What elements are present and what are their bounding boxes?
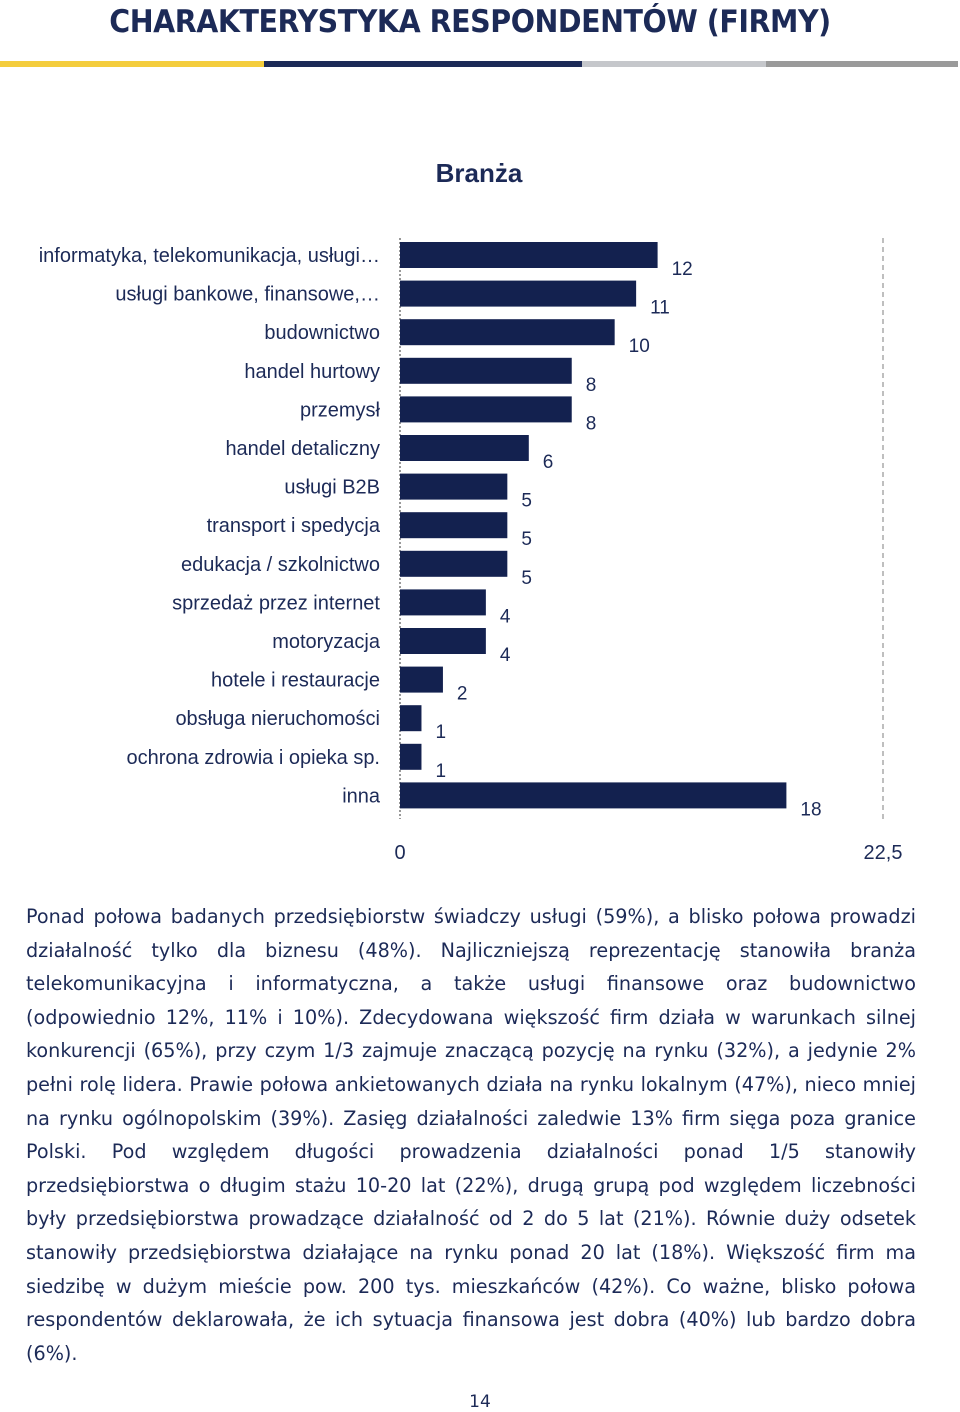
bar [400, 744, 421, 770]
chart-title: Branża [435, 158, 523, 188]
x-tick-label: 22,5 [863, 842, 903, 864]
bar [400, 782, 786, 808]
category-label: ochrona zdrowia i opieka sp. [126, 746, 380, 769]
category-label: sprzedaż przez internet [172, 592, 380, 615]
bar [400, 667, 443, 693]
data-label: 10 [628, 336, 650, 358]
bar [400, 512, 507, 538]
header-rule-dark-gray [766, 61, 958, 67]
bar [400, 319, 615, 345]
category-label: budownictwo [264, 322, 380, 345]
header-rule-navy [264, 61, 582, 67]
category-label: hotele i restauracje [211, 669, 380, 692]
bar [400, 474, 507, 500]
data-label: 5 [521, 529, 532, 551]
data-label: 1 [435, 722, 447, 744]
bar [400, 358, 572, 384]
category-label: przemysł [299, 399, 380, 422]
category-label: informatyka, telekomunikacja, usługi… [38, 245, 380, 267]
industry-bar-chart [0, 140, 960, 880]
bar [400, 242, 658, 268]
bar [400, 589, 486, 615]
category-label: edukacja / szkolnictwo [181, 553, 380, 576]
bar [400, 435, 529, 461]
data-label: 12 [671, 259, 693, 280]
bar [400, 551, 507, 577]
data-label: 1 [435, 760, 447, 782]
category-label: motoryzacja [272, 631, 380, 653]
category-label: usługi B2B [284, 476, 380, 499]
bar [400, 628, 486, 654]
category-label: usługi bankowe, finansowe,… [115, 283, 380, 306]
data-label: 5 [521, 567, 532, 589]
data-label: 5 [521, 490, 532, 512]
data-label: 11 [650, 297, 670, 319]
data-label: 8 [585, 374, 597, 396]
bar [400, 396, 572, 422]
category-label: transport i spedycja [206, 515, 380, 538]
data-label: 2 [456, 683, 468, 705]
data-label: 4 [499, 606, 511, 628]
header-rule-light-gray [582, 61, 766, 67]
bar [400, 281, 636, 307]
data-label: 4 [499, 645, 511, 666]
page-title: CHARAKTERYSTYKA RESPONDENTÓW (FIRMY) [109, 4, 831, 40]
category-label: handel detaliczny [225, 438, 380, 460]
bar [400, 705, 421, 731]
category-label: handel hurtowy [244, 360, 380, 383]
data-label: 18 [800, 799, 822, 821]
summary-paragraph: Ponad połowa badanych przedsiębiorstw świadczy usługi (59%), a blisko połowa prowadzi działalność tylko dla biznesu (48%). Najliczniejszą reprezentację stanowiła branża telekomunikacyjna i informatyczna, a także usługi finansowe oraz budownictwo (odpowiednio 12%, 11% i 10%). Zdecydowana większość firm działa w warunkach silnej konkurencji (65%), przy czym 1/3 zajmuje znaczącą pozycję na rynku (32%), a jedynie 2% pełni rolę lidera. Prawie połowa ankietowanych działa na rynku lokalnym (47%), nieco mniej na rynku ogólnopolskim (39%). Zasięg działalności zaledwie 13% firm sięga poza granice Polski. Pod względem długości prowadzenia działalności ponad 1/5 stanowiły przedsiębiorstwa o długim stażu 10-20 lat (22%), drugą grupą pod względem liczebności były przedsiębiorstwa prowadzące działalność od 2 do 5 lat (21%). Równie duży odsetek stanowiły przedsiębiorstwa działające na rynku ponad 20 lat (18%). Większość firm ma siedzibę w dużym mieście pow. 200 tys. mieszkańców (42%). Co ważne, blisko połowa respondentów deklarowała, że ich sytuacja finansowa jest dobra (40%) lub bardzo dobra (6%). [26, 905, 916, 1365]
x-tick-label: 0 [394, 842, 406, 864]
page-number: 14 [469, 1392, 491, 1412]
category-label: inna [342, 785, 380, 808]
data-label: 6 [542, 452, 554, 473]
category-label: obsługa nieruchomości [175, 708, 380, 731]
header-rule-yellow [0, 61, 264, 67]
data-label: 8 [585, 413, 597, 435]
